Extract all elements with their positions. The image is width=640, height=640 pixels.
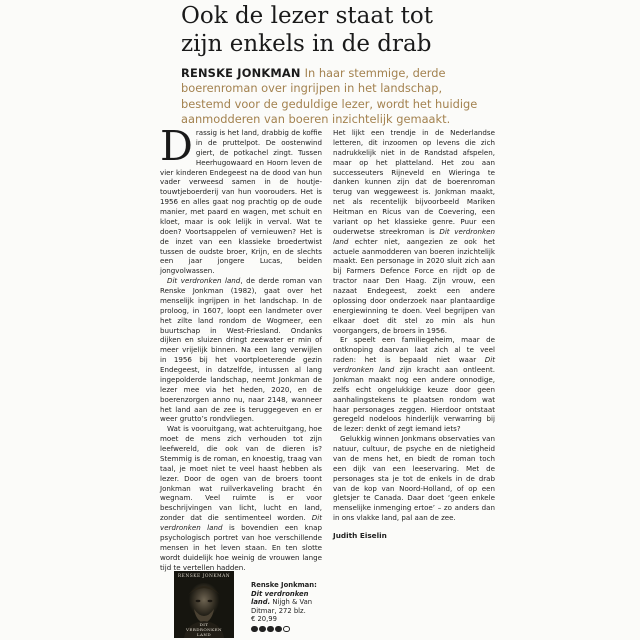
column2-p1-book-title: Dit verdronken land [333,226,495,246]
drop-cap: D [160,122,193,170]
cover-author: RENSKE JONKMAN [177,574,231,579]
rating-dot-filled [267,626,274,633]
book-info-author: Renske Jonkman: [251,581,317,589]
column2-paragraph-3 [333,434,495,523]
headline-line-1: Ook de lezer staat tot [181,3,433,29]
column1-paragraph-3 [160,424,322,572]
intro-author: RENSKE JONKMAN [181,66,301,80]
column1-p3-text-a: Wat is vooruitgang, wat achteruitgang, hoe moet de mens zich verhouden tot zijn leefwereld, die ook van de dieren is? Stemmig is de roman, en knoestig, traag van taal, je moet niet te veel haast hebben als lezer. Door de ogen van de broers toont Jonkman wat ruilverkaveling bracht én wegnam. Veel ruimte is er voor beschrijvingen van licht, lucht en land, zonder dat die sentimenteel worden. [160,424,322,523]
rating-dot-filled [275,626,282,633]
rating-dot-empty [283,626,290,633]
book-info-publisher-1: Nijgh & Van [270,598,313,607]
book-info [251,581,331,632]
column2-p1-text-b: echter niet, aangezien ze ook het actuele aanmodderen van boeren inzichtelijk maakt. Een personage in 2020 sluit zich aan bij Farmers Defence Force en rijdt op de tractor naar Den Haag. Zijn vrouw, een nazaat Endegeest, zoekt een andere oplossing door onderzoek naar plantaardige energiewinning te doen. Veel begrijpen van elkaar doet dit stel zo min als hun voorgangers, de broers in 1956. [333,236,495,335]
intro-lede: In haar stemmige, derde boerenroman over ingrijpen in het landschap, bestemd voor de geduldige lezer, wordt het huidige aanmodderen van boeren inzichtelijk gemaakt. [181,66,478,127]
book-cover [174,571,234,638]
cover-title-line-1: DIT [199,622,209,627]
rating-dot-filled [259,626,266,633]
book-info-title-2: land. [251,598,271,607]
column1-p2-text: , de derde roman van Renske Jonkman (1982), gaat over het menselijk ingrijpen in het landschap. In de proloog, in 1607, loopt een landmeter over het zilte land rondom de Wogmeer, een buurtschap in West-Friesland. Ondanks dijken en sluizen dringt zeewater er min of meer vrijelijk binnen. Na een lang verwijlen in 1956 bij het voortploeterende gezin Endegeest, in datzelfde, intussen al lang ingepolderde landschap, neemt Jonkman de lezer mee via het heden, 2020, en de boerenzorgen anno nu, naar 2148, wanneer het land aan de zee is teruggegeven en er weer grutto’s rondvliegen. [160,276,322,424]
column1-p1-text: rassig is het land, drabbig de koffie in de pruttelpot. De oostenwind giert, de potkachel zingt. Tussen Heerhugowaard en Hoorn leven de vier kinderen Endegeest na de dood van hun vader verweesd samen in de houtje-touwtjeboerderij van hun voorouders. Het is 1956 en alles gaat nog prachtig op de oude manier, met paard en wagen, met schuit en kloet, maar is ook lelijk in verval. Wat te doen? Voortsappelen of vernieuwen? Het is de inzet van een klassieke broedertwist tussen de oudste broer, Krijn, en de slechts een jaar jongere Lucas, beiden jongvolwassen. [160,128,322,276]
article-column-2 [333,128,495,608]
book-info-price: € 20,99 [251,615,277,624]
rating-stars [251,626,331,633]
headline-line-2: zijn enkels in de drab [181,31,432,57]
book-info-title-1: Dit verdronken [251,589,309,598]
book-info-publisher-2: Ditmar, 272 blz. [251,606,306,615]
column1-p3-text-b: is bovendien een knap psychologisch portret van hoe verschillende mensen in het leven staan. En ten slotte wordt duidelijk hoe weinig de vrouwen lange tijd te vertellen hadden. [160,523,322,572]
column2-paragraph-1 [333,128,495,335]
cover-title [174,622,234,637]
reviewer-name: Judith Eiselin [333,531,387,540]
column2-p3-text: Gelukkig winnen Jonkmans observaties van natuur, cultuur, de psyche en de nietigheid van de mens het, en biedt de roman toch een dijk van een leeservaring. Met de personages sta je tot de enkels in de drab van de kop van Noord-Holland, of op een gletsjer te Canada. Daar doet ‘geen enkele menselijke inmenging ertoe’ – zo anders dan in ons vlakke land, pal aan de zee. [333,434,495,523]
column1-paragraph-1 [160,122,322,276]
rating-dot-filled [251,626,258,633]
column2-p1-text-a: Het lijkt een trendje in de Nederlandse letteren, dit inzoomen op levens die zich nadrukkelijk niet in de Randstad afspelen, maar op het platteland. Het zou aan successeuters Rijneveld en Wieringa te danken kunnen zijn dat de boerenroman terug van weggeweest is. Jonkman maakt, net als recentelijk bijvoorbeeld Mariken Heitman en Ricus van de Coevering, een variant op het klassieke genre. Puur een ouderwetse streekroman is [333,128,495,236]
column1-paragraph-2 [160,276,322,424]
column2-p2-text-a: Er speelt een familiegeheim, maar de ontknoping daarvan laat zich al te veel raden: het is bepaald niet waar [333,335,495,365]
column2-p2-book-title: Dit verdronken land [333,355,495,374]
cover-title-line-3: LAND [196,632,212,637]
column1-p2-book-title: Dit verdronken land [167,276,241,286]
column2-p2-text-b: zijn kracht aan ontleent. Jonkman maakt nog een andere onnodige, zelfs echt ongelukkige keuze door geen aanhalingstekens te plaatsen rondom wat haar personages zeggen. Hierdoor ontstaat geregeld nodeloos hinderlijk verwarring bij de lezer: denkt of zegt iemand iets? [333,365,495,434]
article-intro [181,66,481,128]
article-headline [181,2,601,58]
book-info-title-publisher [251,598,331,607]
article-column-1 [160,122,322,572]
column2-paragraph-2 [333,335,495,434]
column1-p3-book-title: Dit verdronken land [160,513,322,532]
cover-title-line-2: VERDRONKEN [186,627,222,632]
